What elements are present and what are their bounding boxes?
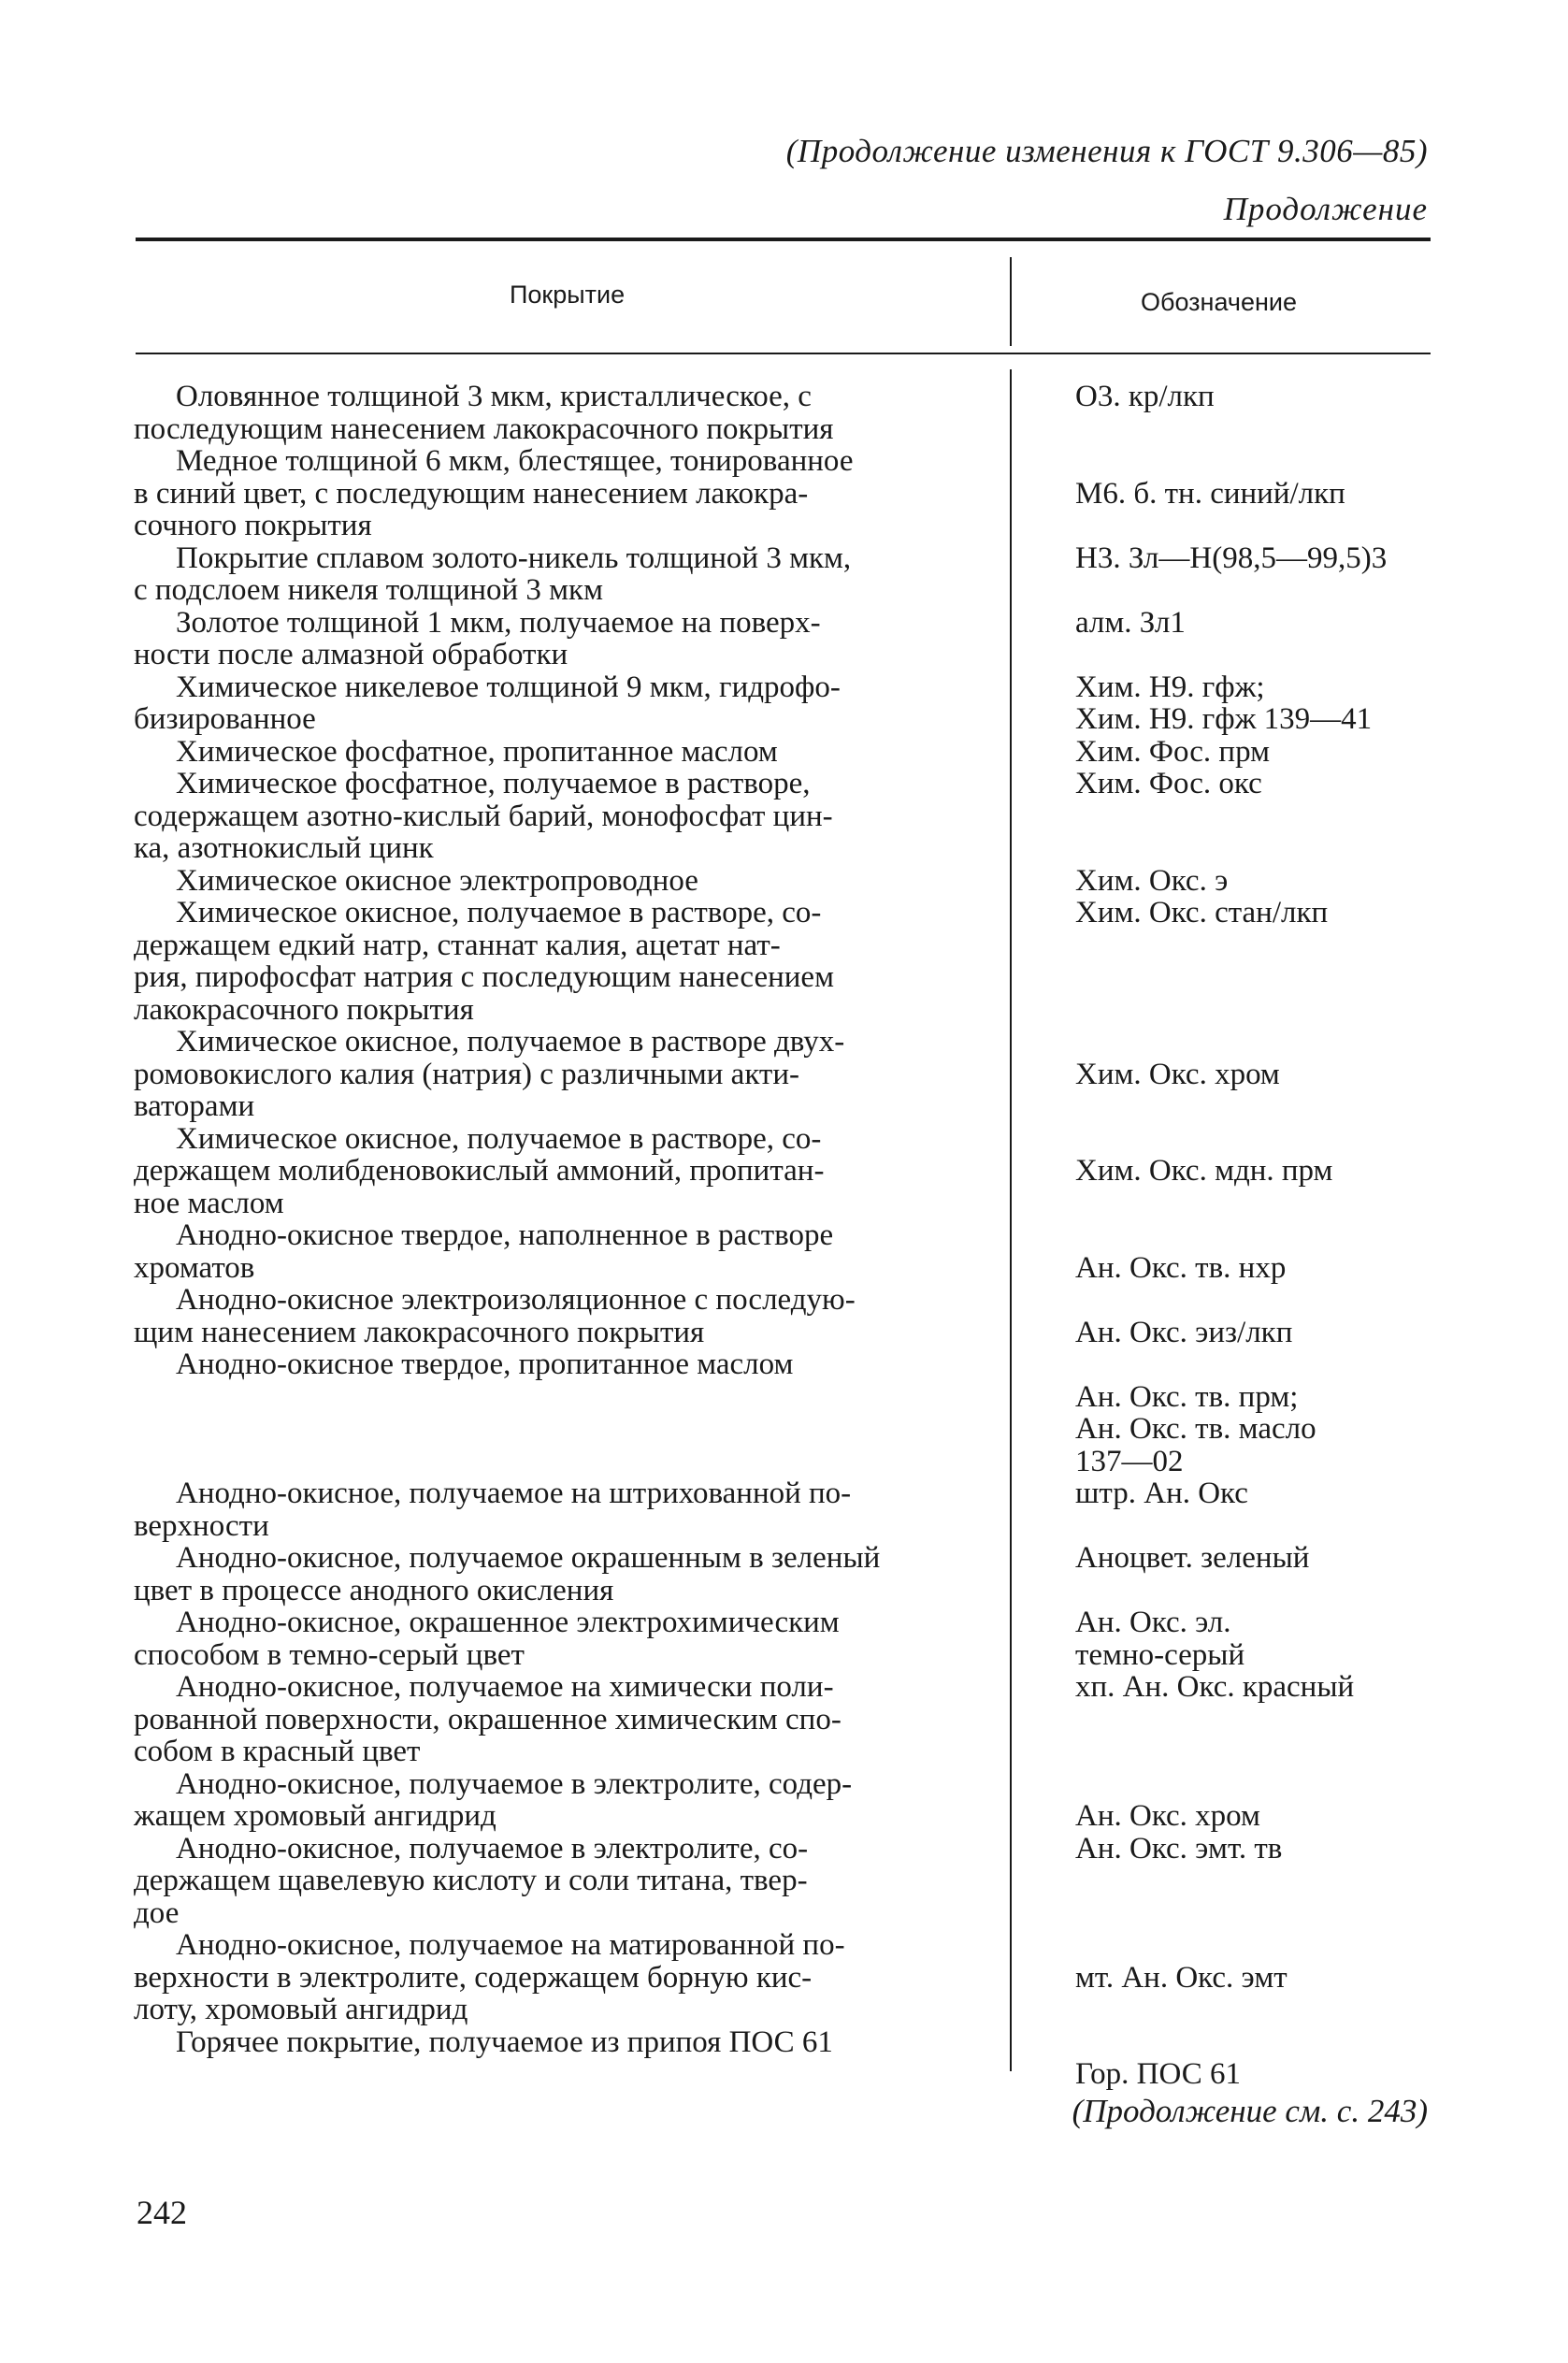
table-row	[0, 1284, 1568, 1348]
table-row	[0, 736, 1568, 769]
designation-cell	[1075, 607, 1440, 640]
coating-cell	[176, 736, 994, 769]
designation-line	[1075, 1284, 1440, 1317]
coating-line: Медное толщиной 6 мкм, блестящее, тонированное	[176, 444, 854, 478]
coating-line: способом в темно-серый цвет	[134, 1637, 525, 1672]
designation-cell	[1075, 1671, 1440, 1704]
designation-line: Хим. Окс. мдн. прм	[1075, 1154, 1333, 1188]
coating-cell	[134, 1766, 994, 1833]
table-row	[0, 1477, 1568, 1542]
table-row	[0, 1219, 1568, 1284]
coating-cell	[134, 444, 994, 542]
coating-cell	[134, 1541, 994, 1607]
designation-line: Ан. Окс. тв. масло	[1075, 1412, 1316, 1446]
table-row	[0, 1671, 1568, 1768]
coating-line: лоту, хромовый ангидрид	[134, 1993, 468, 2026]
coating-line: Анодно-окисное твердое, пропитанное маслом	[176, 1347, 794, 1381]
coating-cell	[134, 1218, 994, 1285]
designation-line: 137—02	[1075, 1444, 1184, 1478]
table-row	[0, 542, 1568, 607]
table-continuation-label: Продолжение	[1223, 191, 1428, 227]
designation-line: Хим. Н9. гфж 139—41	[1075, 702, 1373, 736]
designation-cell	[1075, 445, 1440, 510]
coating-line: ности после алмазной обработки	[134, 638, 568, 671]
coating-line: Горячее покрытие, получаемое из припоя ПОС 61	[176, 2024, 833, 2059]
designation-cell	[1075, 1284, 1440, 1348]
table-row	[0, 1768, 1568, 1833]
designation-line	[1075, 1929, 1440, 1962]
coating-line: ваторами	[134, 1089, 255, 1123]
designation-line: Ан. Окс. эмт. тв	[1075, 1831, 1283, 1866]
designation-line: Хим. Н9. гфж;	[1075, 670, 1265, 704]
coating-line: Анодно-окисное, получаемое на матированной по-	[176, 1928, 845, 1962]
table-row	[0, 768, 1568, 865]
coating-cell	[134, 1606, 994, 1672]
coating-line: верхности	[134, 1508, 269, 1543]
coating-line: Анодно-окисное, получаемое на штрихованной по-	[176, 1477, 852, 1510]
coating-line: ка, азотнокислый цинк	[134, 831, 434, 865]
coating-line: жащем хромовый ангидрид	[134, 1799, 496, 1833]
coating-cell	[176, 1348, 994, 1446]
designation-cell	[1075, 768, 1440, 800]
designation-line	[1075, 445, 1440, 478]
coating-cell	[134, 1928, 994, 2026]
table-row	[0, 865, 1568, 898]
coating-cell	[176, 865, 994, 898]
designation-line: Гор. ПОС 61	[1075, 2057, 1242, 2091]
designation-line	[1075, 1219, 1440, 1252]
table-row	[0, 897, 1568, 1026]
amendment-continuation-header: (Продолжение изменения к ГОСТ 9.306—85)	[785, 133, 1428, 169]
coating-cell	[134, 1121, 994, 1220]
table-row	[0, 1542, 1568, 1607]
continuation-footer: (Продолжение см. с. 243)	[1072, 2093, 1428, 2129]
coating-cell	[176, 2026, 994, 2059]
coating-line: рия, пирофосфат натрия с последующим нанесением	[134, 960, 834, 994]
coating-line: Химическое окисное, получаемое в растворе, со-	[176, 1121, 822, 1156]
table-row	[0, 1348, 1568, 1477]
designation-cell	[1075, 1219, 1440, 1284]
coating-line: бизированное	[134, 702, 316, 736]
designation-line: Хим. Окс. стан/лкп	[1075, 896, 1329, 929]
designation-line: Н3. Зл—Н(98,5—99,5)3	[1075, 540, 1388, 575]
coating-line: Химическое окисное, получаемое в растворе, со-	[176, 896, 822, 929]
designation-cell	[1075, 1348, 1440, 1477]
designation-cell	[1075, 1607, 1440, 1671]
column-header-designation: Обозначение	[1141, 288, 1297, 316]
designation-line: М6. б. тн. синий/лкп	[1075, 476, 1345, 511]
designation-cell	[1075, 1542, 1440, 1575]
designation-line	[1075, 1348, 1440, 1381]
designation-cell	[1075, 1833, 1440, 1866]
coating-line: Химическое фосфатное, пропитанное маслом	[176, 734, 778, 769]
coating-line: дое	[134, 1895, 180, 1930]
coating-cell	[134, 1670, 994, 1768]
coating-line: держащем щавелевую кислоту и соли титана, твер-	[134, 1864, 808, 1897]
designation-line: Ан. Окс. тв. прм;	[1075, 1379, 1299, 1414]
coating-line	[134, 1381, 994, 1414]
designation-cell	[1075, 671, 1440, 736]
designation-line: алм. Зл1	[1075, 605, 1186, 640]
designation-line: штр. Ан. Окс	[1075, 1477, 1248, 1510]
coating-line: собом в красный цвет	[134, 1735, 421, 1768]
coating-line: сочного покрытия	[134, 509, 372, 542]
coating-line: Анодно-окисное, окрашенное электрохимическим	[176, 1606, 840, 1639]
coating-cell	[134, 896, 994, 1027]
coating-line: держащем едкий натр, станнат калия, ацетат нат-	[134, 928, 781, 962]
coating-cell	[134, 670, 994, 736]
designation-cell	[1075, 736, 1440, 769]
designation-line: темно-серый	[1075, 1637, 1245, 1672]
table-row	[0, 445, 1568, 542]
coating-line: с подслоем никеля толщиной 3 мкм	[134, 573, 603, 607]
designation-cell	[1075, 1768, 1440, 1833]
coating-cell	[134, 380, 994, 446]
designation-line: Хим. Окс. хром	[1075, 1057, 1280, 1091]
designation-cell	[1075, 2026, 1440, 2091]
designation-line: Аноцвет. зеленый	[1075, 1541, 1310, 1575]
coating-line: держащем молибденовокислый аммоний, пропитан-	[134, 1154, 825, 1188]
table-row	[0, 1929, 1568, 2026]
designation-line: Ан. Окс. хром	[1075, 1799, 1260, 1833]
designation-cell	[1075, 897, 1440, 929]
table-row	[0, 1026, 1568, 1123]
designation-line	[1075, 1026, 1440, 1059]
coating-line: щим нанесением лакокрасочного покрытия	[134, 1315, 705, 1349]
coating-cell	[134, 1477, 994, 1543]
designation-cell	[1075, 381, 1440, 413]
coating-line: Анодно-окисное, получаемое на химически поли-	[176, 1670, 834, 1704]
page-number: 242	[137, 2194, 187, 2231]
coating-line	[134, 1413, 994, 1446]
designation-line: Ан. Окс. тв. нхр	[1075, 1250, 1287, 1285]
table-row	[0, 2026, 1568, 2091]
table-row	[0, 1607, 1568, 1671]
coating-line: Покрытие сплавом золото-никель толщиной 3 мкм,	[176, 540, 852, 575]
designation-line	[1075, 2026, 1440, 2059]
coating-line: Анодно-окисное, получаемое в электролите, содер-	[176, 1766, 853, 1801]
designation-cell	[1075, 542, 1440, 575]
coating-line: Анодно-окисное твердое, наполненное в растворе	[176, 1218, 834, 1252]
table-row	[0, 671, 1568, 736]
coating-line: Химическое окисное, получаемое в растворе двух-	[176, 1025, 845, 1059]
coating-line: рованной поверхности, окрашенное химическим спо-	[134, 1702, 842, 1736]
coating-line: верхности в электролите, содержащем борную кис-	[134, 1960, 813, 1995]
designation-cell	[1075, 1477, 1440, 1510]
coating-line: в синий цвет, с последующим нанесением лакокра-	[134, 476, 809, 511]
coating-line: Оловянное толщиной 3 мкм, кристаллическое, с	[176, 380, 812, 413]
column-header-coating: Покрытие	[510, 281, 626, 309]
designation-cell	[1075, 1123, 1440, 1188]
designation-cell	[1075, 1929, 1440, 1994]
designation-line: мт. Ан. Окс. эмт	[1075, 1960, 1287, 1995]
table-row	[0, 381, 1568, 445]
coating-cell	[134, 1283, 994, 1349]
designation-cell	[1075, 1026, 1440, 1090]
designation-line: О3. кр/лкп	[1075, 380, 1215, 413]
table-row	[0, 607, 1568, 671]
table-header-rule	[136, 353, 1431, 354]
designation-line: Хим. Фос. прм	[1075, 734, 1270, 769]
coating-line: Анодно-окисное электроизоляционное с последую-	[176, 1283, 856, 1317]
designation-line	[1075, 1768, 1440, 1801]
coating-line: Химическое никелевое толщиной 9 мкм, гидрофо-	[176, 670, 841, 704]
designation-line: Хим. Окс. э	[1075, 863, 1229, 898]
designation-line: Ан. Окс. эл.	[1075, 1606, 1231, 1639]
coating-line: Золотое толщиной 1 мкм, получаемое на поверх-	[176, 605, 821, 640]
coating-line: лакокрасочного покрытия	[134, 992, 474, 1027]
coating-line: ное маслом	[134, 1186, 284, 1220]
coating-line: Химическое фосфатное, получаемое в растворе,	[176, 767, 811, 800]
table-row	[0, 1123, 1568, 1220]
coating-cell	[134, 1831, 994, 1930]
coating-line: цвет в процессе анодного окисления	[134, 1573, 614, 1607]
column-divider-header	[1010, 257, 1012, 346]
table-row	[0, 1833, 1568, 1930]
coating-line: ромовокислого калия (натрия) с различными акти-	[134, 1057, 799, 1091]
designation-cell	[1075, 865, 1440, 898]
table-top-rule	[136, 238, 1431, 241]
coating-line: Анодно-окисное, получаемое окрашенным в зеленый	[176, 1541, 881, 1575]
coating-line: Анодно-окисное, получаемое в электролите, со-	[176, 1831, 809, 1866]
coating-cell	[134, 767, 994, 865]
coating-cell	[134, 540, 994, 607]
coating-line: хроматов	[134, 1250, 255, 1285]
designation-line: хп. Ан. Окс. красный	[1075, 1670, 1355, 1704]
designation-line	[1075, 1123, 1440, 1156]
coating-line: Химическое окисное электропроводное	[176, 863, 698, 898]
coating-cell	[134, 1025, 994, 1123]
coating-line: содержащем азотно-кислый барий, монофосфат цин-	[134, 799, 833, 833]
designation-line: Хим. Фос. окс	[1075, 767, 1262, 800]
designation-line: Ан. Окс. эиз/лкп	[1075, 1315, 1293, 1349]
coating-cell	[134, 605, 994, 671]
coating-line: последующим нанесением лакокрасочного покрытия	[134, 411, 834, 446]
